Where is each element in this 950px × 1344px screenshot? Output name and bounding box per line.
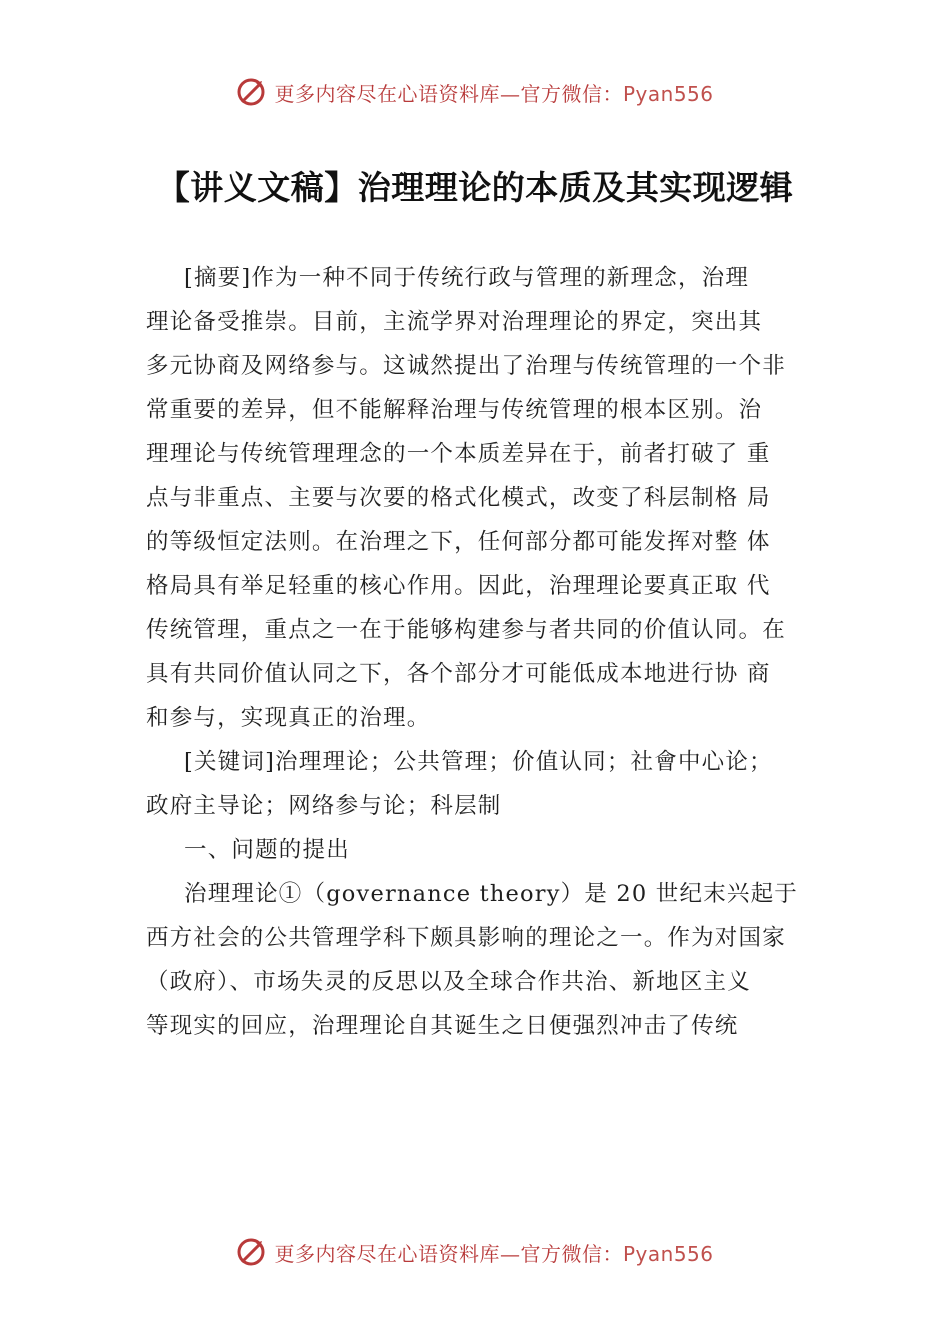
banner-text: 更多内容尽在心语资料库—官方微信：Pyan556 bbox=[274, 81, 714, 106]
abstract-line: 理论备受推崇。目前，主流学界对治理理论的界定，突出其 bbox=[146, 309, 763, 335]
paragraph-line: （政府）、市场失灵的反思以及全球合作共治、新地区主义 bbox=[146, 969, 751, 995]
abstract-line: [摘要]作为一种不同于传统行政与管理的新理念，治理 bbox=[184, 265, 750, 291]
wechat-id: Pyan556 bbox=[622, 81, 714, 106]
pen-logo-icon bbox=[236, 1237, 266, 1267]
keywords-line: 政府主导论；网络参与论；科层制 bbox=[146, 793, 502, 819]
keywords-line: [关键词]治理理论；公共管理；价值认同；社會中心论； bbox=[184, 749, 773, 775]
header-banner bbox=[0, 70, 950, 114]
abstract-line: 常重要的差异，但不能解释治理与传统管理的根本区别。治 bbox=[146, 397, 763, 423]
paragraph-line: 治理理论①（governance theory）是 20 世纪末兴起于 bbox=[184, 881, 798, 907]
abstract-line: 多元协商及网络参与。这诚然提出了治理与传统管理的一个非 bbox=[146, 353, 786, 379]
banner-text: 更多内容尽在心语资料库—官方微信：Pyan556 bbox=[274, 1241, 714, 1266]
section-heading: 一、问题的提出 bbox=[184, 837, 350, 863]
abstract-line: 的等级恒定法则。在治理之下，任何部分都可能发挥对整 体 bbox=[146, 529, 771, 555]
abstract-line: 传统管理，重点之一在于能够构建参与者共同的价值认同。在 bbox=[146, 617, 786, 643]
paragraph-line: 等现实的回应，治理理论自其诞生之日便强烈冲击了传统 bbox=[146, 1013, 739, 1039]
abstract-line: 和参与，实现真正的治理。 bbox=[146, 705, 431, 731]
document-title: 【讲义文稿】治理理论的本质及其实现逻辑 bbox=[156, 168, 794, 207]
abstract-line: 点与非重点、主要与次要的格式化模式，改变了科层制格 局 bbox=[146, 485, 771, 511]
footer-banner bbox=[0, 1230, 950, 1274]
abstract-line: 理理论与传统管理理念的一个本质差异在于，前者打破了 重 bbox=[146, 441, 771, 467]
abstract-line: 具有共同价值认同之下，各个部分才可能低成本地进行协 商 bbox=[146, 661, 771, 687]
wechat-id: Pyan556 bbox=[622, 1241, 714, 1266]
paragraph-line: 西方社会的公共管理学科下颇具影响的理论之一。作为对国家 bbox=[146, 925, 786, 951]
abstract-line: 格局具有举足轻重的核心作用。因此，治理理论要真正取 代 bbox=[146, 573, 771, 599]
document-body bbox=[146, 256, 826, 1048]
pen-logo-icon bbox=[236, 77, 266, 107]
